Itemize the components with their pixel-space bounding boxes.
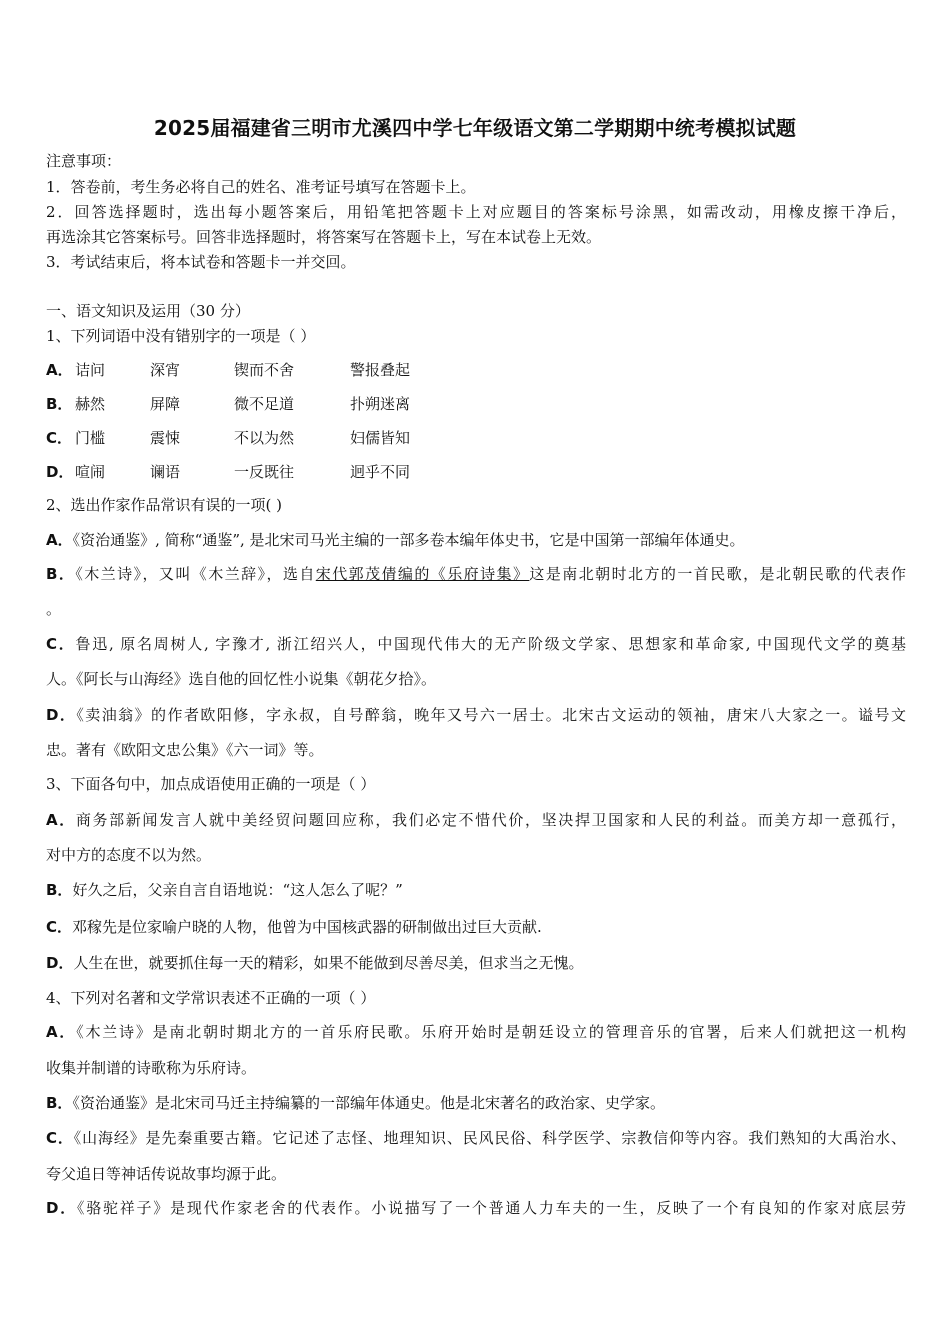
q2-stem: 2、选出作家作品常识有误的一项( ) <box>46 496 283 514</box>
section-heading: 一、语文知识及运用（30 分） <box>46 302 250 320</box>
option-text: 《山海经》是先秦重要古籍。它记述了志怪、地理知识、民风民俗、科学医学、宗教信仰等内容。我们熟知的大禹治水、 <box>73 1129 906 1147</box>
q3-option-a-cont: 对中方的态度不以为然。 <box>46 846 212 864</box>
option-word: 深宵 <box>150 361 181 379</box>
q4-option-c-cont: 夸父追日等神话传说故事均源于此。 <box>46 1165 287 1183</box>
option-text: 邓稼先是位家喻户晓的人物，他曾为中国核武器的研制做出过巨大贡献. <box>72 918 542 936</box>
notice-item-1: 1．答卷前，考生务必将自己的姓名、准考证号填写在答题卡上。 <box>46 178 476 196</box>
option-text: 鲁迅, 原名周树人, 字豫才, 浙江绍兴人，中国现代伟大的无产阶级文学家、思想家和革命家, 中国现代文学的奠基 <box>75 635 906 653</box>
option-label: A． <box>46 1023 77 1041</box>
q3-stem: 3、下面各句中，加点成语使用正确的一项是（ ） <box>46 775 376 793</box>
underlined-text: 宋代郭茂倩编的《乐府诗集》 <box>315 565 530 583</box>
q4-option-c <box>46 1128 906 1148</box>
option-word: 不以为然 <box>234 429 295 447</box>
option-text: 好久之后，父亲自言自语地说：“这人怎么了呢？” <box>72 881 403 899</box>
q4-option-d <box>46 1198 906 1218</box>
option-label: C． <box>46 1129 74 1147</box>
q3-option-b <box>46 880 403 900</box>
option-word: 喧闹 <box>75 463 106 481</box>
q3-option-a <box>46 810 906 830</box>
option-word: 一反既往 <box>234 463 295 481</box>
option-label: D． <box>46 706 77 724</box>
option-word: 赫然 <box>75 395 106 413</box>
option-label: A． <box>46 811 76 829</box>
q4-stem: 4、下列对名著和文学常识表述不正确的一项（ ） <box>46 989 376 1007</box>
q2-option-b <box>46 564 906 584</box>
option-text: 人生在世，就要抓住每一天的精彩，如果不能做到尽善尽美，但求当之无愧。 <box>73 954 584 972</box>
q1-stem: 1、下列词语中没有错别字的一项是（ ） <box>46 327 316 345</box>
notice-item-2: 2．回答选择题时，选出每小题答案后，用铅笔把答题卡上对应题目的答案标号涂黑，如需改动，用橡皮擦干净后， <box>46 203 906 221</box>
notice-item-3: 3．考试结束后，将本试卷和答题卡一并交回。 <box>46 253 356 271</box>
q3-option-c <box>46 917 542 937</box>
option-label: C． <box>46 635 76 653</box>
option-text: 《资治通鉴》是北宋司马迁主持编纂的一部编年体通史。他是北宋著名的政治家、史学家。 <box>72 1094 665 1112</box>
option-label: D． <box>46 954 74 972</box>
option-word: 微不足道 <box>234 395 295 413</box>
option-word: 妇儒皆知 <box>350 429 411 447</box>
q4-option-a <box>46 1022 906 1042</box>
option-label: A． <box>46 361 73 379</box>
q2-option-c <box>46 634 906 654</box>
option-text: 商务部新闻发言人就中美经贸问题回应称，我们必定不惜代价，坚决捍卫国家和人民的利益。而美方却一意孤行， <box>75 811 907 829</box>
option-word: 诘问 <box>75 361 106 379</box>
page-title: 2025届福建省三明市尤溪四中学七年级语文第二学期期中统考模拟试题 <box>153 116 797 140</box>
option-label: A． <box>46 531 73 549</box>
option-word: 迥乎不同 <box>350 463 411 481</box>
option-label: D． <box>46 463 74 481</box>
option-word: 震悚 <box>150 429 181 447</box>
q4-option-b <box>46 1093 665 1113</box>
option-text: 《卖油翁》的作者欧阳修，字永叔，自号醉翁，晚年又号六一居士。北宋古文运动的领袖，唐宋八大家之一。谥号文 <box>76 706 906 724</box>
option-text: 这是南北朝时北方的一首民歌，是北朝民歌的代表作 <box>529 565 906 583</box>
option-label: C． <box>46 918 73 936</box>
option-label: B． <box>46 881 73 899</box>
option-word: 扑朔迷离 <box>350 395 411 413</box>
q2-option-d <box>46 705 906 725</box>
option-label: D． <box>46 1199 77 1217</box>
option-text: 《骆驼祥子》是现代作家老舍的代表作。小说描写了一个普通人力车夫的一生，反映了一个有良知的作家对底层劳 <box>76 1199 906 1217</box>
option-label: B． <box>46 565 76 583</box>
option-text: 《资治通鉴》, 简称“通鉴”, 是北宋司马光主编的一部多卷本编年体史书，它是中国第一部编年体通史。 <box>72 531 745 549</box>
q4-option-a-cont: 收集并制谱的诗歌称为乐府诗。 <box>46 1059 257 1077</box>
notice-item-2-cont: 再选涂其它答案标号。回答非选择题时，将答案写在答题卡上，写在本试卷上无效。 <box>46 228 602 246</box>
option-word: 屏障 <box>150 395 181 413</box>
q2-option-a <box>46 530 745 550</box>
option-label: C． <box>46 429 73 447</box>
option-text: 《木兰诗》，又叫《木兰辞》，选自 <box>75 565 316 583</box>
option-word: 锲而不舍 <box>234 361 295 379</box>
option-label: B． <box>46 395 73 413</box>
q2-option-d-cont: 忠。著有《欧阳文忠公集》《六一词》等。 <box>46 741 324 759</box>
option-word: 谰语 <box>150 463 181 481</box>
option-word: 门槛 <box>75 429 106 447</box>
notice-heading: 注意事项： <box>46 152 122 170</box>
option-word: 警报叠起 <box>350 361 411 379</box>
option-label: B． <box>46 1094 73 1112</box>
q2-option-b-cont: 。 <box>46 600 62 618</box>
option-text: 《木兰诗》是南北朝时期北方的一首乐府民歌。乐府开始时是朝廷设立的管理音乐的官署，后来人们就把这一机构 <box>76 1023 907 1041</box>
q2-option-c-cont: 人。《阿长与山海经》选自他的回忆性小说集《朝花夕拾》。 <box>46 670 437 688</box>
q3-option-d <box>46 953 583 973</box>
